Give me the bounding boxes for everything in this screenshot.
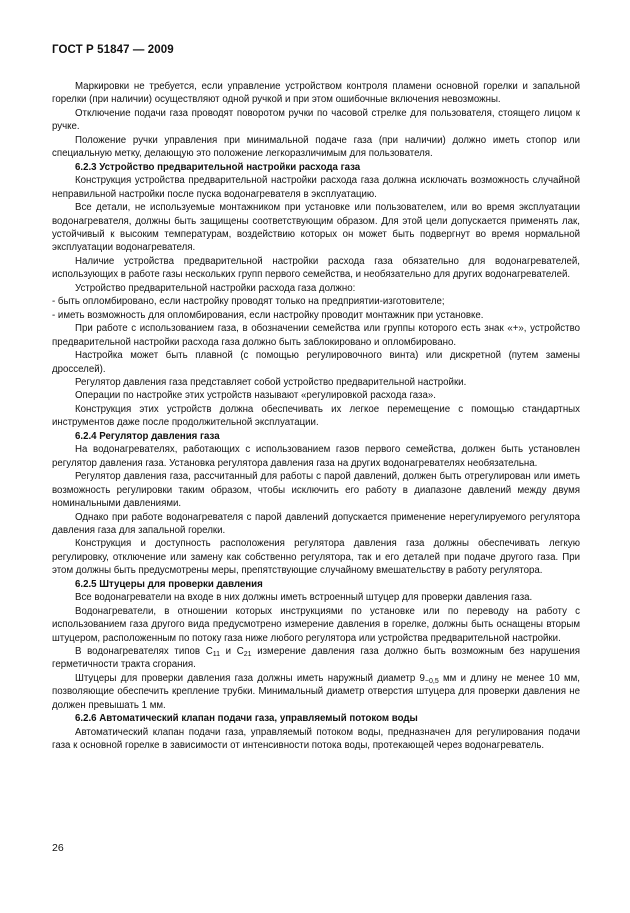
section-heading-6-2-6: 6.2.6 Автоматический клапан подачи газа, управляемый потоком воды	[75, 713, 418, 725]
subscript: 11	[212, 651, 220, 659]
section-heading-6-2-4: 6.2.4 Регулятор давления газа	[75, 430, 220, 442]
paragraph	[52, 645, 580, 672]
paragraph: Регулятор давления газа, рассчитанный для работы с парой давлений, должен быть отрегулирован или иметь возможность регулировки таким образом, чтобы исключить его работу в диапазоне давлений между двумя номинальными давлениями.	[52, 471, 580, 510]
document-header: ГОСТ Р 51847 — 2009	[52, 44, 174, 56]
paragraph: Конструкция устройства предварительной настройки расхода газа должна исключать возможность случайной неправильной настройки после пуска водонагревателя в эксплуатацию.	[52, 175, 580, 200]
document-body	[52, 80, 580, 753]
subscript: 21	[243, 651, 252, 659]
paragraph: Отключение подачи газа проводят поворотом ручки по часовой стрелке для пользователя, стоящего лицом к ручке.	[52, 107, 580, 133]
list-item: - быть опломбировано, если настройку проводят только на предприятии-изготовителе;	[52, 296, 445, 308]
text-span: В водонагревателях типов С	[75, 646, 213, 658]
section-heading-6-2-5: 6.2.5 Штуцеры для проверки давления	[75, 578, 263, 590]
paragraph: Положение ручки управления при минимальной подаче газа (при наличии) должно иметь стопор или специальную метку, делающую это положение легкоразличимым для пользователя.	[52, 134, 580, 160]
paragraph: Конструкция и доступность расположения регулятора давления газа должны обеспечивать легкую регулировку, отключение или замену как собственно регулятора, так и его деталей при подаче другого газа. При этом должны быть предусмотрены меры, препятствующие случайному вмешательству в работу регулятора.	[52, 538, 580, 577]
paragraph: Наличие устройства предварительной настройки расхода газа обязательно для водонагревателей, использующих в работе газы нескольких групп первого семейства, и необязательно для других водонагревателей.	[52, 255, 580, 281]
text-span: мм и длину не менее 10 мм, позволяющие обеспечить крепление трубки. Минимальный диаметр отверстия штуцера для проверки давления не должен превышать 1 мм.	[52, 672, 581, 711]
text-span: и С	[220, 646, 244, 658]
paragraph: На водонагревателях, работающих с использованием газов первого семейства, должен быть установлен регулятор давления газа. Установка регулятора давления газа на других водонагревателях необязательна.	[52, 444, 580, 469]
paragraph: Автоматический клапан подачи газа, управляемый потоком воды, предназначен для регулирования подачи газа к основной горелке в зависимости от интенсивности потока воды, протекающей через водонагреватель.	[52, 726, 580, 752]
paragraph: Маркировки не требуется, если управление устройством контроля пламени основной горелки и запальной горелки (при наличии) осуществляют одной ручкой и при этом ошибочные включения невозможны.	[52, 81, 580, 106]
paragraph: Конструкция этих устройств должна обеспечивать их легкое перемещение с помощью стандартных инструментов даже после продолжительной эксплуатации.	[52, 403, 580, 429]
text-span: Штуцеры для проверки давления газа должны иметь наружный диаметр 9	[75, 672, 425, 684]
list-item: - иметь возможность для опломбирования, если настройку проводит монтажник при установке.	[52, 309, 484, 321]
paragraph	[52, 672, 580, 712]
paragraph: Все детали, не используемые монтажником при установке или пользователем, или во время эксплуатации водонагревателя, должны быть защищены соответствующим образом. Для этой цели допускается применять лак, устойчивый к высоким температурам, воздействию которых он может быть подвергнут во время нормальной эксплуатации водонагревателя.	[52, 202, 580, 254]
subscript: −0,5	[424, 677, 439, 685]
page-number: 26	[52, 842, 64, 854]
paragraph: Однако при работе водонагревателя с парой давлений допускается применение нерегулируемого регулятора давления газа для запальной горелки.	[52, 511, 580, 536]
paragraph: При работе с использованием газа, в обозначении семейства или группы которого есть знак «+», устройство предварительной настройки расхода газа должно быть заблокировано и опломбировано.	[52, 323, 580, 348]
paragraph: Все водонагреватели на входе в них должны иметь встроенный штуцер для проверки давления газа.	[75, 592, 533, 604]
paragraph: Настройка может быть плавной (с помощью регулировочного винта) или дискретной (путем замены дросселей).	[52, 350, 580, 375]
paragraph: Регулятор давления газа представляет собой устройство предварительной настройки.	[75, 376, 467, 388]
paragraph: Устройство предварительной настройки расхода газа должно:	[75, 282, 356, 294]
paragraph: Операции по настройке этих устройств называют «регулировкой расхода газа».	[75, 390, 436, 402]
paragraph: Водонагреватели, в отношении которых инструкциями по установке или по переводу на работу с использованием газа другого вида предусмотрено измерение давления в горелке, должны быть оснащены вторым штуцером, расположенным по потоку газа ниже любого регулятора или устройства предварительной настройки.	[52, 605, 580, 644]
section-heading-6-2-3: 6.2.3 Устройство предварительной настройки расхода газа	[75, 161, 361, 173]
text-span: измерение давления газа должно быть возможным без нарушения герметичности тракта сгорания.	[52, 646, 580, 671]
